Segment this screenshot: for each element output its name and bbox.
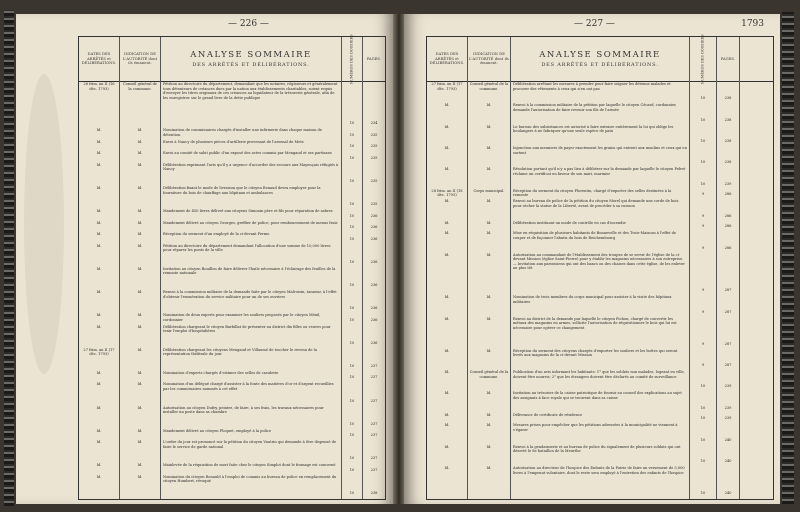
table-row (427, 145, 773, 166)
header-authority: INDICATION DE L'AUTORITÉ dont ils émanent. (468, 52, 510, 66)
row-page: 237 (370, 375, 378, 380)
row-date: Id. (444, 466, 450, 470)
left-table-header (79, 34, 385, 84)
row-page: 234 (370, 121, 378, 126)
row-date: Id. (96, 290, 102, 294)
right-page (404, 14, 780, 504)
row-page: 235 (370, 178, 378, 183)
row-date: Id. (96, 232, 102, 237)
row-authority: Id. (137, 243, 143, 248)
row-number: 10 (349, 433, 355, 438)
row-number: 10 (349, 456, 355, 461)
row-page: 236 (370, 225, 378, 230)
row-text: Invitation au trésorier de la caisse patriotique de fournir au conseil des explications au sujet des assignats à face royale qui se trouvent dans sa caisse (513, 391, 682, 400)
row-number: 9 (701, 362, 705, 367)
row-number: 10 (349, 202, 355, 207)
row-text: Pétition au directoire du département demandant l'allocation d'une somme de 10,000 livres pour réparer les ponts de la ville (163, 243, 331, 253)
table-row (79, 324, 385, 347)
row-number: 10 (700, 416, 706, 421)
row-page: 237 (370, 467, 378, 472)
row-text: Délibération chargeant les citoyens Mengaud et Villaumé de toucher le revenu de la représentation théâtrale du jour (163, 347, 317, 357)
row-page: 237 (370, 433, 378, 438)
left-table-body (79, 81, 385, 499)
row-authority: Id. (486, 146, 492, 150)
row-page: 238 (370, 490, 378, 495)
row-number: 10 (349, 121, 355, 126)
row-page: 235 (370, 132, 378, 137)
table-row (427, 81, 773, 102)
row-authority: Id. (137, 382, 143, 387)
row-authority: Id. (486, 124, 492, 129)
row-authority: Id. (137, 128, 143, 133)
row-date: Id. (444, 423, 450, 428)
header-analysis (511, 37, 689, 81)
row-page: 236 (370, 236, 378, 241)
row-page: 287 (724, 309, 732, 314)
row-number: 10 (349, 421, 355, 426)
table-row (79, 381, 385, 404)
row-page: 239 (724, 416, 732, 421)
row-date: Id. (96, 220, 102, 225)
row-text: Nomination d'un délégué chargé d'assister à la fonte des matières d'or et d'argent recueillies par les commissaires nommés à cet effet (163, 382, 334, 392)
row-authority: Id. (486, 252, 492, 257)
row-text: Réception du serment du citoyen Florentin, chargé d'exporter des selles destinées à la remonte (513, 188, 672, 198)
row-date: Id. (444, 252, 450, 257)
row-page: 237 (370, 456, 378, 461)
row-authority: Id. (486, 316, 492, 321)
row-number: 9 (701, 288, 705, 293)
row-text: Délibération exprimant l'avis qu'il y a urgence d'accorder des secours aux Mayençais réfugiés à Nancy (163, 162, 339, 172)
row-number: 10 (349, 213, 355, 218)
row-number: 10 (349, 363, 355, 368)
row-text: Délibération fixant le mode de livraison que le citoyen Renaud devra employer pour la fourniture du bois de chauffage aux hôpitaux et ambulances (163, 186, 321, 195)
row-number: 10 (700, 160, 706, 165)
row-date: Id. (96, 209, 102, 214)
row-number: 10 (349, 306, 355, 311)
header-number-text: NUMÉROS DES DOSSIERS (700, 34, 705, 84)
table-row (79, 370, 385, 382)
header-number (342, 34, 362, 84)
table-row (79, 266, 385, 289)
table-row (79, 428, 385, 440)
table-row (427, 166, 773, 187)
row-authority: Id. (137, 405, 143, 410)
row-number: 9 (701, 309, 705, 314)
row-number: 10 (349, 132, 355, 137)
row-authority: Conseil général de la commune. (122, 82, 158, 91)
row-number: 10 (700, 437, 706, 442)
row-authority: Id. (486, 103, 492, 108)
row-text: Renvoi à la commission militaire de la pétition par laquelle le citoyen Cécard, cordonnier, demande l'autorisation de faire revenir son fils de l'armée (513, 103, 677, 112)
table-row (79, 474, 385, 497)
left-page (16, 14, 394, 504)
row-page: 287 (724, 341, 732, 346)
table-row (79, 185, 385, 208)
table-row (427, 220, 773, 231)
table-row (427, 124, 773, 145)
row-authority: Conseil général de la commune. (469, 370, 509, 379)
row-number: 10 (700, 138, 706, 143)
table-row (79, 462, 385, 474)
row-text: Nomination de trois membres du corps municipal pour assister à la visite des hôpitaux militaires (513, 295, 672, 304)
row-text: Autorisation au commandant de l'établissement des troupes de se servir de l'église de la ci-devant Mission (église Saint-Pierre) pour y établir les magasins nécessaires à son entreprise. — Invitation aux paroissiens qui ont des bancs ou des chaises dans cette église, de les enlever au plus tôt (513, 252, 686, 271)
table-row (79, 439, 385, 462)
header-analysis (161, 37, 341, 81)
row-date: Id. (96, 186, 102, 190)
row-date: 27 frim. an II (17 déc. 1793) (83, 347, 115, 357)
row-date: Id. (96, 139, 102, 144)
row-text: Délivrance de certificats de résidence (513, 412, 583, 417)
row-authority: Id. (486, 444, 492, 449)
row-authority: Id. (137, 428, 143, 433)
row-date: Id. (96, 405, 102, 410)
table-row (79, 231, 385, 243)
row-date: Id. (444, 167, 450, 172)
row-number: 9 (701, 341, 705, 346)
table-row (79, 81, 385, 127)
row-authority: Id. (137, 313, 143, 318)
row-text: Mandement délivré au citoyen Georges, greffier de police, pour remboursement de menus frais (163, 220, 338, 225)
row-text: Délibération instituant un mode de contrôle en cas d'incendie (513, 220, 626, 225)
header-subtitle: DES ARRÊTÉS ET DÉLIBÉRATIONS. (541, 61, 659, 68)
row-number: 10 (349, 144, 355, 149)
row-number: 10 (700, 384, 706, 389)
row-page: 236 (370, 317, 378, 322)
row-text: Envoi à Nancy de plusieurs pièces d'artillerie provenant de l'arsenal de Metz (163, 139, 304, 144)
row-number: 10 (349, 490, 355, 495)
row-number: 10 (349, 282, 355, 287)
row-date: Id. (444, 412, 450, 417)
table-row (79, 150, 385, 162)
row-authority: Id. (137, 440, 143, 445)
row-text: Pétition au directoire du département, demandant que les notaires, régisseurs et généralement tous détenteurs de créances dues par la nation aux établissements charitables, soient requis d'envoyer les titres originaux de ces créances au liquidateur de la trésorerie générale, afin de les enregistrer sur le grand livre de la dette publique (163, 82, 338, 100)
header-title: ANALYSE SOMMAIRE (539, 49, 661, 60)
row-text: Mandement de 450 livres délivré aux citoyens Simonin père et fils pour réparation de sabres (163, 209, 333, 214)
row-page: 235 (370, 144, 378, 149)
row-text: Renvoi au bureau de police de la pétition du citoyen Morel qui demande une corde de bois pour sécher la statue de la Liberté, avant de procéder à sa cuisson (513, 199, 679, 208)
row-authority: Id. (486, 466, 492, 470)
right-page-number: — 227 — (574, 19, 615, 29)
table-row (79, 220, 385, 232)
row-date: 26 frim. an II (16 déc. 1793) (83, 82, 115, 91)
row-page: 237 (370, 398, 378, 403)
row-text: L'ordre du jour est prononcé sur la pétition du citoyen Vautrin qui demande à être dispensé de faire le service de garde national (163, 440, 337, 449)
right-table-header (427, 34, 773, 84)
row-date: Id. (96, 463, 102, 468)
left-running-head (16, 19, 394, 33)
row-number: 10 (700, 405, 706, 410)
row-text: Nomination de commissaires chargés d'installer une infirmerie dans chaque maison de détention (163, 128, 322, 137)
row-authority: Id. (486, 412, 492, 417)
row-date: Id. (444, 295, 450, 300)
header-pages: PAGES. (720, 56, 736, 61)
row-authority: Id. (486, 167, 492, 172)
table-row (427, 369, 773, 390)
table-row (427, 188, 773, 199)
row-date: Id. (444, 316, 450, 321)
row-number: 10 (349, 155, 355, 160)
row-text: Résolution portant qu'il n'y a pas lieu à délibérer sur la demande par laquelle le citoyen Febvé réclame un certificat en faveur de son mari, marinier (513, 167, 686, 176)
row-text: Nomination d'experts chargés d'estimer des selles de cavalerie (163, 370, 279, 375)
row-text: Mise en réquisition de plusieurs habitants de Bonnevelle et des Trois-Maisons à l'effet de couper et de façonner l'abatis du bois de Reichembourg (513, 231, 677, 240)
row-authority: Id. (486, 231, 492, 236)
row-date: Id. (96, 162, 102, 167)
row-authority: Id. (486, 295, 492, 300)
row-number: 10 (700, 458, 706, 463)
row-text: Nomination du citoyen Renauld à l'emploi de commis au bureau de police en remplacement du citoyen Humbert, révoqué (163, 474, 337, 484)
row-page: 286 (724, 192, 732, 197)
row-page: 238 (724, 138, 732, 143)
row-page: 240 (724, 458, 732, 463)
row-text: Mesures prises pour empêcher que les pétitions adressées à la municipalité ne viennent à s'égarer (513, 423, 678, 432)
left-page-number: — 226 — (228, 19, 269, 29)
row-authority: Id. (137, 151, 143, 156)
row-date: Id. (444, 124, 450, 129)
row-text: Autorisation au directeur de l'hospice des Enfants de la Patrie de faire un versement de 5,000 livres à l'emprunt volontaire, dont le reste sera employé à l'entretien des enfants de l'hospice (513, 466, 685, 475)
row-authority: Id. (137, 324, 143, 329)
table-row (427, 252, 773, 295)
row-date: Id. (96, 370, 102, 375)
table-row (427, 316, 773, 348)
header-authority: INDICATION DE L'AUTORITÉ dont ils émanent. (122, 52, 158, 66)
row-date: Id. (444, 103, 450, 108)
row-page: 237 (370, 421, 378, 426)
left-page-edges (4, 10, 14, 506)
row-number: 10 (349, 375, 355, 380)
table-row (79, 208, 385, 220)
row-page: 236 (370, 282, 378, 287)
row-authority: Id. (137, 370, 143, 375)
table-row (79, 162, 385, 185)
row-number: 10 (349, 225, 355, 230)
row-text: Le bureau des subsistances est autorisé à faire extraire entièrement la loi qui oblige les boulangers à ne fabriquer qu'une seule espèce de pain (513, 124, 674, 134)
row-text: Renvoi au district de la demande par laquelle le citoyen Pichon, chargé de convertir les métaux des magasins en armes, sollicite l'autorisation de réquisitionner le bois qui lui est nécessaire pour opérer ce changement (513, 316, 677, 330)
row-page: 235 (370, 155, 378, 160)
row-number: 10 (349, 259, 355, 264)
header-number-text: NUMÉROS DES DOSSIERS (349, 34, 354, 84)
row-date: Id. (96, 440, 102, 445)
row-number: 9 (701, 192, 705, 197)
row-authority: Id. (137, 186, 143, 190)
table-row (79, 127, 385, 139)
row-number: 10 (700, 96, 706, 101)
table-row (79, 347, 385, 370)
table-row (427, 412, 773, 423)
row-page: 287 (724, 362, 732, 367)
row-text: Délibération chargeant le citoyen Barbillat de présenter au district dix filles ou veuves pour tenir l'emploi d'hospitalières (163, 324, 331, 334)
row-page: 240 (724, 491, 732, 495)
row-authority: Id. (137, 209, 143, 214)
row-number: 10 (349, 178, 355, 183)
row-number: 10 (349, 398, 355, 403)
row-page: 239 (724, 181, 732, 186)
row-authority: Id. (137, 474, 143, 479)
table-row (427, 198, 773, 219)
row-date: Id. (96, 313, 102, 318)
row-authority: Id. (137, 290, 143, 294)
row-text: Invitation au citoyen Bouillon de faire délivrer l'huile nécessaire à l'éclairage des feuilles de la remonte nationale (163, 266, 336, 276)
header-number (690, 34, 716, 84)
row-date: Id. (96, 243, 102, 248)
row-text: Mainlevée de la réquisition de mort faite chez le citoyen Simplot dont le fromage est concerné (163, 463, 336, 468)
row-authority: Id. (486, 423, 492, 428)
row-number: 10 (349, 236, 355, 241)
row-page: 286 (724, 213, 732, 218)
row-number: 10 (349, 340, 355, 345)
row-authority: Id. (137, 463, 143, 468)
row-authority: Conseil général de la commune. (469, 82, 509, 91)
table-row (427, 230, 773, 251)
row-date: Id. (96, 151, 102, 156)
row-page: 235 (370, 202, 378, 207)
left-table (78, 36, 386, 500)
row-number: 9 (701, 245, 705, 250)
row-text: Délibération arrêtant les mesures à prendre pour faire soigner les détenus malades et procurer des vêtements à ceux qui n'en ont pas (513, 82, 671, 91)
table-row (427, 422, 773, 443)
header-pages: PAGES. (366, 56, 382, 61)
row-date: Id. (444, 370, 450, 374)
row-text: Envoi au comité de salut public d'un exposé des actes commis par Mengaud et ses partisans (163, 151, 332, 156)
row-text: Renvoi à la gendarmerie et au bureau de police du signalement de plusieurs soldats qui ont déserté le 8e bataillon de la Meurthe (513, 444, 681, 454)
row-page: 286 (724, 245, 732, 250)
header-subtitle: DES ARRÊTÉS ET DÉLIBÉRATIONS. (192, 61, 310, 68)
row-date: Id. (96, 382, 102, 387)
row-text: Réception du serment d'un employé de la ci-devant Ferme (163, 232, 270, 237)
right-table (426, 36, 774, 500)
table-row (427, 102, 773, 123)
row-date: Id. (444, 199, 450, 204)
row-text: Mandement délivré au citoyen Floquet, employé à la police (163, 428, 272, 433)
row-authority: Id. (137, 162, 143, 167)
row-date: Id. (96, 474, 102, 479)
row-authority: Id. (137, 232, 143, 237)
row-page: 236 (370, 306, 378, 311)
row-authority: Id. (486, 348, 492, 353)
row-text: Renvoi à la commission militaire de la demande faite par le citoyen Malvoisin, tanneur, à l'effet d'obtenir l'exonération du service militaire pour un de ses ouvriers (163, 290, 337, 299)
row-page: 237 (370, 363, 378, 368)
table-row (427, 348, 773, 369)
row-number: 10 (700, 181, 706, 186)
table-row (79, 289, 385, 312)
row-number: 10 (700, 117, 706, 122)
right-table-body (427, 81, 773, 499)
row-number: 10 (349, 317, 355, 322)
row-number: 10 (700, 491, 706, 495)
row-page: 236 (370, 213, 378, 218)
row-date: Id. (444, 391, 450, 396)
row-authority: Id. (137, 266, 143, 271)
row-date: Id. (96, 266, 102, 271)
row-page: 236 (370, 259, 378, 264)
row-authority: Id. (486, 391, 492, 396)
table-row (79, 312, 385, 324)
running-year: 1793 (741, 19, 764, 29)
table-row (427, 465, 773, 497)
row-authority: Id. (137, 139, 143, 144)
row-number: 9 (701, 213, 705, 218)
row-date: 27 frim. an II (17 déc. 1793) (431, 82, 463, 91)
row-page: 287 (724, 288, 732, 293)
header-dates: DATES DES ARRÊTÉS et DÉLIBÉRATIONS. (429, 52, 465, 66)
table-row (427, 390, 773, 411)
row-date: Id. (96, 428, 102, 433)
row-authority: Id. (486, 199, 492, 204)
row-number: 9 (701, 224, 705, 229)
row-page: 286 (724, 224, 732, 229)
row-text: Réception du serment des citoyens chargés d'exporter les souliers et les bottes qui seront livrés aux magasins de la ci-devant Mission (513, 348, 678, 358)
row-authority: Id. (137, 220, 143, 225)
table-row (79, 243, 385, 266)
row-page: 240 (724, 437, 732, 442)
row-authority: Id. (137, 347, 143, 352)
row-date: Id. (96, 324, 102, 329)
header-title: ANALYSE SOMMAIRE (190, 49, 312, 60)
row-date: Id. (444, 220, 450, 225)
table-row (427, 294, 773, 315)
row-text: Nomination de deux experts pour examiner les souliers proposés par le citoyen Ménil, cordonnier (163, 313, 321, 322)
row-number: 10 (349, 467, 355, 472)
row-authority: Corps municipal. (473, 188, 505, 193)
row-date: 28 frim. an II (18 déc. 1793) (431, 188, 463, 198)
row-page: 238 (724, 117, 732, 122)
row-page: 236 (370, 340, 378, 345)
row-text: Autorisation au citoyen Dufey, peintre, de faire, à ses frais, les travaux nécessaires pour installer un poste dans sa chambre (163, 405, 324, 415)
row-authority: Id. (486, 220, 492, 225)
row-text: Publication d'un avis informant les habitants: 1° que les soldats non malades, logeant en ville, doivent être nourris; 2° que les étrangers doivent être déclarés au comité de surveillance (513, 370, 685, 379)
row-page: 238 (724, 160, 732, 165)
row-page: 238 (724, 96, 732, 101)
table-row (427, 444, 773, 465)
table-row (79, 139, 385, 151)
row-date: Id. (96, 128, 102, 133)
row-page: 239 (724, 384, 732, 389)
row-text: Injonction aux meuniers de payer exactement les grains qui entrent aux moulins et ceux qui en sortent (513, 146, 687, 155)
right-page-edges (782, 12, 794, 504)
right-running-head (404, 19, 780, 33)
row-page: 239 (724, 405, 732, 410)
table-row (79, 405, 385, 428)
row-date: Id. (444, 444, 450, 449)
row-date: Id. (444, 146, 450, 150)
row-date: Id. (444, 348, 450, 353)
header-dates: DATES DES ARRÊTÉS et DÉLIBÉRATIONS. (81, 52, 117, 66)
row-date: Id. (444, 231, 450, 236)
